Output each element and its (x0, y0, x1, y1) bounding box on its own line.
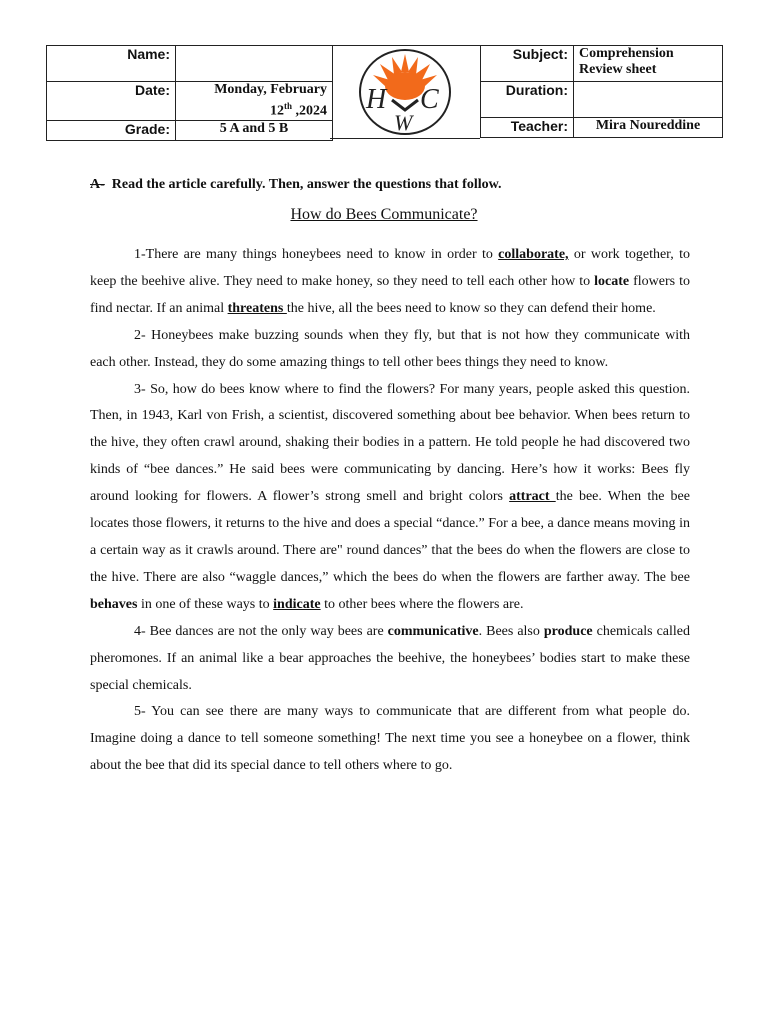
instruction-text: Read the article carefully. Then, answer the questions that follow. (104, 177, 502, 192)
logo-letter-c: C (420, 84, 439, 115)
vocab-collaborate: collaborate, (498, 247, 569, 262)
paragraph-1 (90, 242, 690, 323)
p4-text-3: chemicals called pheromones. If an animal like a bear approaches the beehive, the honeybees’ bodies start to make these special chemicals. (90, 623, 690, 693)
p3-text-2: the bee. When the bee locates those flowers, it returns to the hive and does a special “dance.” For a bee, a dance means moving in a certain way as it crawls around. There are" round dances” that the bees do when the flowers are close to the hive. There are also “waggle dances,” which the bees do when the flowers are farther away. The bee (90, 489, 690, 585)
p3-text-3: in one of these ways to (137, 596, 274, 612)
paragraph-4 (90, 619, 690, 700)
grade-value: 5 A and 5 B (176, 120, 333, 140)
duration-field[interactable] (574, 82, 723, 118)
logo-letter-h: H (366, 84, 387, 115)
date-day: 12 (269, 103, 284, 119)
header-right-table (480, 45, 723, 138)
name-label: Name: (47, 46, 176, 82)
paragraph-5: 5- You can see there are many ways to communicate that are different from what people do. Imagine doing a dance to tell someone something! The next time you see a honeybee on a flower, think about the bee that did its special dance to tell others where to go. (90, 704, 690, 774)
p1-text-4: the hive, all the bees need to know so they can defend their home. (286, 300, 656, 316)
p1-text-3: flowers to find nectar. If an animal (90, 273, 690, 316)
vocab-attract: attract (509, 489, 556, 505)
vocab-indicate: indicate (273, 596, 321, 612)
paragraph-2: 2- Honeybees make buzzing sounds when they fly, but that is not how they communicate with each other. Instead, they do some amazing things to tell other bees things they need to know. (90, 327, 690, 370)
subject-label: Subject: (481, 46, 574, 82)
header-left-table (46, 45, 333, 141)
article-title: How do Bees Communicate? (290, 206, 478, 223)
vocab-communicative: communicative (387, 623, 479, 639)
vocab-locate: locate (594, 273, 630, 289)
teacher-label: Teacher: (481, 118, 574, 138)
date-line1: Monday, February (214, 82, 327, 97)
logo-cell (330, 45, 480, 139)
p3-text-1: 3- So, how do bees know where to find the flowers? For many years, people asked this question. Then, in 1943, Karl von Frish, a scientist, discovered something about bee behavior. When bees return to the hive, they often crawl around, shaking their bodies in a pattern. He told people he had discovered two kinds of “bee dances.” He said bees were communicating by dancing. Here’s how it works: Bees fly around looking for flowers. A flower’s strong smell and bright colors (90, 381, 690, 505)
vocab-produce: produce (543, 623, 593, 639)
p1-text-1: 1-There are many things honeybees need to know in order to (134, 247, 499, 262)
vocab-threatens: threatens (227, 300, 287, 316)
p4-text-2: . Bees also (478, 623, 544, 639)
instruction (90, 177, 501, 193)
vocab-behaves: behaves (90, 596, 138, 612)
p1-text-2: or work together, to keep the beehive alive. They need to make honey, so they need to tell each other how to (90, 247, 690, 289)
date-suffix: th (283, 101, 292, 111)
name-field[interactable] (176, 46, 333, 82)
date-label: Date: (47, 82, 176, 121)
logo-letter-w: W (394, 110, 413, 135)
paragraph-3 (90, 377, 690, 619)
grade-label: Grade: (47, 120, 176, 140)
p4-text-1: 4- Bee dances are not the only way bees are (134, 623, 388, 639)
school-logo-icon (356, 48, 454, 136)
article-body (90, 242, 690, 780)
date-value (176, 82, 333, 121)
subject-value: Comprehension Review sheet (574, 46, 723, 82)
duration-label: Duration: (481, 82, 574, 118)
instruction-marker: A- (90, 177, 105, 192)
header-table (46, 45, 723, 138)
teacher-value: Mira Noureddine (574, 118, 723, 138)
p3-text-4: to other bees where the flowers are. (320, 596, 524, 612)
date-year: ,2024 (292, 103, 327, 119)
